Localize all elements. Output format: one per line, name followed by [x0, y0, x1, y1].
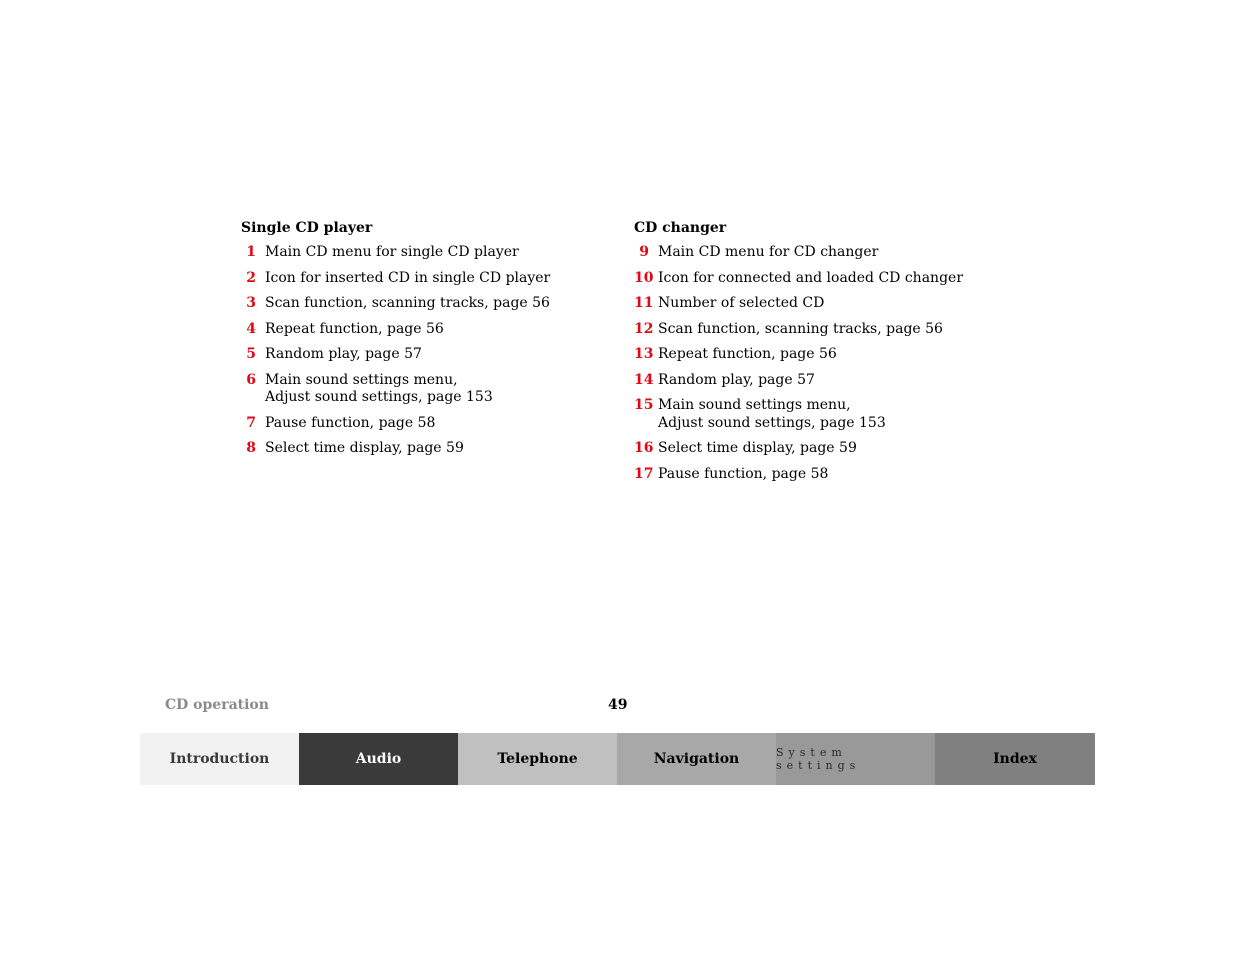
legend-text: Number of selected CD	[658, 295, 825, 311]
legend-text: Scan function, scanning tracks, page 56	[658, 320, 943, 337]
single-cd-player-legend	[241, 218, 601, 466]
legend-text: Random play, page 57	[658, 371, 815, 388]
legend-item	[634, 295, 1014, 313]
cd-changer-legend	[634, 218, 1014, 491]
legend-number: 1	[246, 244, 256, 260]
legend-item	[241, 321, 601, 339]
legend-text: Select time display, page 59	[658, 440, 857, 456]
legend-item	[241, 244, 601, 262]
legend-text: Main sound settings menu, Adjust sound settings, page 153	[658, 397, 886, 431]
tab-telephone[interactable]: Telephone	[458, 733, 617, 785]
legend-item	[241, 372, 601, 407]
legend-number: 3	[246, 295, 256, 311]
legend-item	[241, 270, 601, 288]
legend-number: 16	[634, 440, 654, 456]
legend-item	[241, 415, 601, 433]
legend-number: 15	[634, 397, 654, 413]
legend-item	[634, 440, 1014, 458]
legend-item	[241, 295, 601, 313]
legend-text: Main CD menu for CD changer	[658, 244, 879, 260]
single-cd-player-title: Single CD player	[241, 220, 373, 236]
legend-number: 8	[246, 440, 256, 456]
legend-item	[634, 372, 1014, 390]
legend-item	[241, 440, 601, 458]
legend-text: Repeat function, page 56	[658, 346, 837, 362]
tab-system-settings[interactable]: System settings	[776, 733, 935, 785]
legend-text: Icon for connected and loaded CD changer	[658, 269, 964, 286]
legend-item	[634, 397, 1014, 432]
legend-item	[634, 270, 1014, 288]
legend-item	[634, 466, 1014, 484]
legend-text: Icon for inserted CD in single CD player	[265, 269, 551, 286]
tab-introduction[interactable]: Introduction	[140, 733, 299, 785]
legend-item	[634, 244, 1014, 262]
tab-index[interactable]: Index	[935, 733, 1095, 785]
legend-text: Repeat function, page 56	[265, 320, 444, 337]
legend-text: Select time display, page 59	[265, 440, 464, 456]
chapter-tab-bar	[140, 733, 1095, 785]
legend-number: 14	[634, 371, 654, 388]
legend-text: Pause function, page 58	[658, 465, 829, 482]
legend-number: 7	[246, 414, 256, 431]
legend-item	[634, 346, 1014, 364]
legend-text: Pause function, page 58	[265, 414, 436, 431]
legend-number: 17	[634, 465, 654, 482]
legend-number: 9	[639, 244, 649, 260]
legend-text: Random play, page 57	[265, 346, 422, 362]
legend-number: 6	[246, 371, 256, 388]
legend-text: Main sound settings menu, Adjust sound settings, page 153	[265, 371, 493, 405]
legend-number: 10	[634, 269, 654, 286]
legend-item	[634, 321, 1014, 339]
tab-navigation[interactable]: Navigation	[617, 733, 776, 785]
tab-audio[interactable]: Audio	[299, 733, 458, 785]
legend-number: 5	[246, 346, 256, 362]
legend-number: 4	[246, 320, 256, 337]
section-label: CD operation	[165, 697, 269, 713]
legend-text: Scan function, scanning tracks, page 56	[265, 295, 550, 311]
page-number: 49	[608, 697, 628, 713]
legend-text: Main CD menu for single CD player	[265, 244, 519, 260]
cd-changer-title: CD changer	[634, 220, 727, 236]
legend-number: 11	[634, 295, 654, 311]
legend-number: 2	[246, 269, 256, 286]
legend-item	[241, 346, 601, 364]
legend-number: 12	[634, 320, 654, 337]
legend-number: 13	[634, 346, 654, 362]
